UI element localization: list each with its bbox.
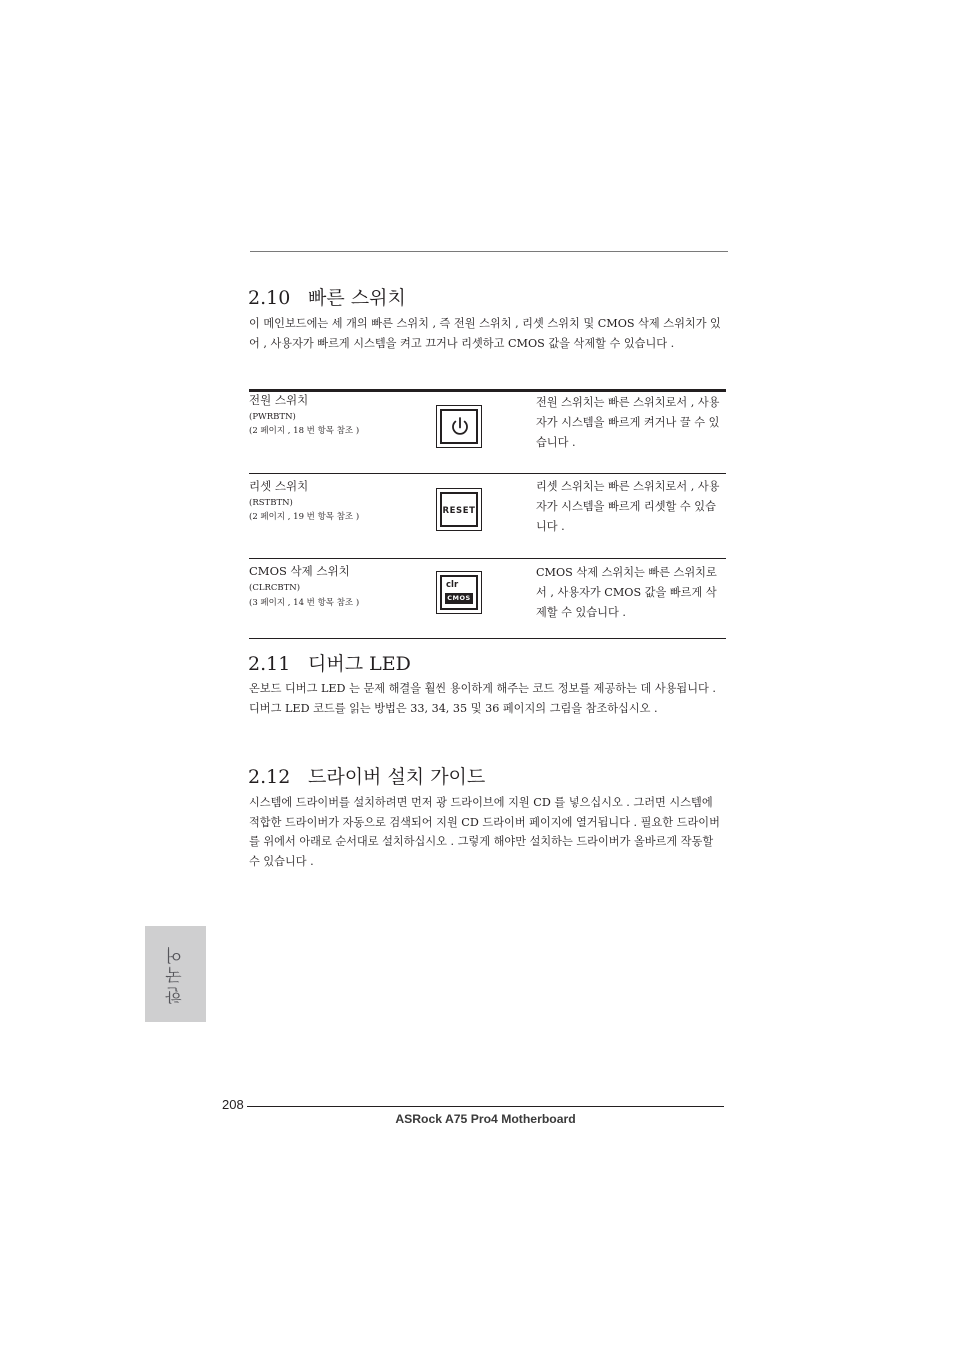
section-heading: 드라이버 설치 가이드	[308, 766, 486, 788]
section-heading: 디버그 LED	[308, 653, 411, 675]
top-divider	[250, 251, 728, 252]
clr-label: clr	[446, 580, 459, 590]
footer-product-name: ASRock A75 Pro4 Motherboard	[395, 1112, 576, 1126]
section-title-driver-guide	[248, 765, 485, 789]
driver-guide-paragraph: 시스템에 드라이버를 설치하려면 먼저 광 드라이브에 지원 CD 를 넣으십시오 . 그러면 시스템에 적합한 드라이버가 자동으로 검색되어 지원 CD 드라이버 페이지에 열거됩니다 . 필요한 드라이버를 위에서 아래로 순서대로 설치하십시오 . 그렇게 해야만 설치하는 드라이버가 올바르게 작동할 수 있습니다 .	[249, 796, 720, 868]
section-number: 2.12	[248, 766, 291, 788]
quick-switches-paragraph: 이 메인보드에는 세 개의 빠른 스위치 , 즉 전원 스위치 , 리셋 스위치 및 CMOS 삭제 스위치가 있어 , 사용자가 빠르게 시스템을 켜고 끄거나 리셋하고 CMOS 값을 삭제할 수 있습니다 .	[249, 317, 721, 350]
reset-icon	[436, 488, 482, 531]
section-number: 2.10	[248, 287, 291, 309]
language-label: 한국어	[166, 944, 186, 1004]
language-side-tab	[145, 926, 206, 1022]
reset-icon-label: RESET	[442, 506, 476, 516]
switch-description: CMOS 삭제 스위치는 빠른 스위치로서 , 사용자가 CMOS 값을 빠르게 삭제할 수 있습니다 .	[536, 566, 717, 619]
switch-code: (PWRBTN)	[249, 412, 296, 422]
page-number: 208	[222, 1097, 244, 1112]
cmos-label: CMOS	[445, 593, 473, 604]
switch-name: 전원 스위치	[249, 393, 309, 407]
switch-code: (CLRCBTN)	[249, 583, 301, 593]
switch-reference: (2 페이지 , 18 번 항목 참조 )	[249, 426, 360, 436]
table-row-divider	[249, 473, 726, 474]
section-heading: 빠른 스위치	[308, 287, 406, 309]
section-number: 2.11	[248, 653, 291, 675]
switch-name: CMOS 삭제 스위치	[249, 564, 350, 578]
switch-reference: (2 페이지 , 19 번 항목 참조 )	[249, 512, 360, 522]
footer-divider	[247, 1106, 724, 1107]
table-bottom-rule	[249, 638, 726, 639]
table-row-divider	[249, 558, 726, 559]
section-title-debug-led	[248, 652, 411, 676]
power-icon	[436, 405, 482, 448]
switch-code: (RSTBTN)	[249, 498, 293, 508]
switch-reference: (3 페이지 , 14 번 항목 참조 )	[249, 598, 360, 608]
switch-name: 리셋 스위치	[249, 479, 309, 493]
switch-description: 전원 스위치는 빠른 스위치로서 , 사용자가 시스템을 빠르게 켜거나 끌 수 있습니다 .	[536, 396, 720, 449]
clear-cmos-icon	[436, 571, 482, 614]
switch-description: 리셋 스위치는 빠른 스위치로서 , 사용자가 시스템을 빠르게 리셋할 수 있습니다 .	[536, 480, 720, 533]
table-top-rule	[249, 389, 726, 392]
debug-led-paragraph: 온보드 디버그 LED 는 문제 해결을 훨씬 용이하게 해주는 코드 정보를 제공하는 데 사용됩니다 . 디버그 LED 코드를 읽는 방법은 33, 34, 35 및 36 페이지의 그림을 참조하십시오 .	[249, 682, 716, 715]
section-title-quick-switches	[248, 286, 406, 310]
